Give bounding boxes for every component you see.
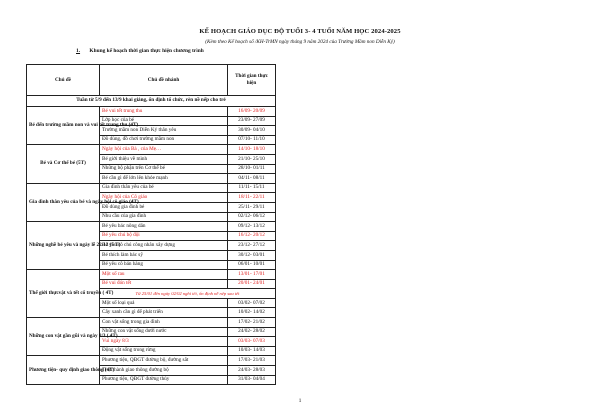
spacer [276, 308, 582, 318]
spacer [276, 145, 582, 155]
table-row [27, 308, 582, 318]
time-cell: 06/01- 10/01 [228, 260, 276, 270]
time-cell: 16/12- 20/12 [228, 231, 276, 241]
subtopic-cell: Bé thích làm bác sỹ [100, 250, 228, 260]
time-cell: 14/10- 18/10 [228, 145, 276, 155]
table-row [27, 154, 582, 164]
subtopic-cell: Bé vui đón tết [100, 279, 228, 289]
week-note: Tuần từ 5/9 đến 13/9 khai giảng, ổn định tổ chức, rèn nề nếp cho trẻ [27, 96, 276, 107]
spacer [276, 107, 582, 117]
subtopic-cell: Bé yêu cô bán hàng [100, 260, 228, 270]
document-subtitle: (Kèm theo Kế hoạch số /KH-TrMN ngày tháng 9 năm 2024 của Trường Mầm non Diễn Kỷ) [205, 39, 395, 45]
table-row [27, 174, 582, 184]
table-row [27, 126, 582, 136]
topic-cell: Thế giới thựcvật và tết cổ truyền ( 4T) [27, 270, 100, 318]
spacer [276, 327, 582, 337]
subtopic-cell: Ngày hội của Cô giáo [100, 193, 228, 203]
time-cell: 16/09- 20/09 [228, 107, 276, 117]
time-cell: 31/03- 04/04 [228, 375, 276, 385]
time-cell: 13/01- 17/01 [228, 270, 276, 280]
table-row [27, 107, 582, 117]
table-row [27, 193, 582, 203]
table-row [27, 346, 582, 356]
time-cell: 04/11- 08/11 [228, 174, 276, 184]
subtopic-cell: Gia đình thân yêu của bé [100, 183, 228, 193]
table-row [27, 135, 582, 145]
topic-cell: Phương tiện- quy định giao thông (4T) [27, 356, 100, 385]
spacer [276, 260, 582, 270]
table-row [27, 241, 582, 251]
spacer [276, 126, 582, 136]
column-header-subtopic: Chủ đề nhánh [100, 65, 228, 96]
column-header-time: Thời gian thực hiện [228, 65, 276, 96]
time-cell: 02/12- 06/12 [228, 212, 276, 222]
section-number: 1. [76, 48, 81, 54]
time-cell: 23/12- 27/12 [228, 241, 276, 251]
topic-cell: Gia đình thân yêu của bé và ngày hội cô giáo (4T) [27, 183, 100, 221]
topic-cell: Bé và Cơ thể bé (5T) [27, 145, 100, 183]
subtopic-cell: Bé giới thiệu về mình [100, 154, 228, 164]
spacer [276, 337, 582, 347]
time-cell: 21/10- 25/10 [228, 154, 276, 164]
table-row [27, 356, 582, 366]
spacer [276, 116, 582, 126]
spacer [276, 250, 582, 260]
column-header-topic: Chủ đề [27, 65, 100, 96]
table-row [27, 116, 582, 126]
time-cell: 20/01- 24/01 [228, 279, 276, 289]
spacer [276, 65, 582, 96]
schedule-table [26, 64, 582, 385]
topic-cell: Bé đến trường mầm non và vui tết trung thu (4T) [27, 107, 100, 145]
time-cell: 07/10- 11/10 [228, 135, 276, 145]
time-cell: 09/12- 13/12 [228, 222, 276, 232]
subtopic-cell: Bé yêu chú bộ đội [100, 231, 228, 241]
table-row [27, 327, 582, 337]
table-row [27, 231, 582, 241]
subtopic-cell: Những con vật sống dưới nước [100, 327, 228, 337]
document-title: KẾ HOẠCH GIÁO DỤC ĐỘ TUỔI 3- 4 TUỔI NĂM HỌC 2024-2025 [199, 28, 401, 35]
spacer [276, 135, 582, 145]
time-cell: 24/03- 28/03 [228, 366, 276, 376]
spacer [276, 298, 582, 308]
table-row [27, 337, 582, 347]
spacer [276, 174, 582, 184]
table-row [27, 145, 582, 155]
subtopic-cell: Đồ dùng gia đình bé [100, 202, 228, 212]
time-cell: 28/10- 01/11 [228, 164, 276, 174]
time-cell: 24/02- 28/02 [228, 327, 276, 337]
time-cell: 10/02- 14/02 [228, 308, 276, 318]
spacer [276, 279, 582, 289]
spacer [276, 318, 582, 328]
spacer [276, 164, 582, 174]
time-cell: 30/09- 04/10 [228, 126, 276, 136]
subtopic-cell: Lớp học của bé [100, 116, 228, 126]
table-row [27, 260, 582, 270]
spacer [276, 96, 582, 107]
table-row [27, 222, 582, 232]
spacer [276, 193, 582, 203]
table-row [27, 250, 582, 260]
time-cell: 30/12- 03/01 [228, 250, 276, 260]
spacer [276, 346, 582, 356]
table-row [27, 366, 582, 376]
subtopic-cell: Con vật sống trong gia đình [100, 318, 228, 328]
time-cell: 11/11- 15/11 [228, 183, 276, 193]
spacer [276, 241, 582, 251]
spacer [276, 222, 582, 232]
subtopic-cell: Ngày hội của Bà , của Mẹ… [100, 145, 228, 155]
spacer [276, 154, 582, 164]
page-number: 1 [298, 398, 302, 404]
topic-cell: Những nghề bé yêu và ngày lễ 22/12 (5 T) [27, 222, 100, 270]
subtopic-cell: Phương tiện, QĐGT đường thủy [100, 375, 228, 385]
time-cell: 17/02- 21/02 [228, 318, 276, 328]
subtopic-cell: Cây xanh cần gì để phát triển [100, 308, 228, 318]
time-cell: 10/03- 14/03 [228, 346, 276, 356]
spacer [276, 270, 582, 280]
subtopic-cell: Những bộ phận trên Cơ thể bé [100, 164, 228, 174]
section-heading-text: Khung kế hoạch thời gian thực hiện chương trình [89, 48, 204, 54]
subtopic-cell: Nhu cầu của gia đình [100, 212, 228, 222]
spacer [276, 231, 582, 241]
time-cell: 25/11- 29/11 [228, 202, 276, 212]
table-row [27, 375, 582, 385]
section-heading [76, 48, 204, 54]
time-cell: 03/02- 07/02 [228, 298, 276, 308]
spacer [276, 289, 582, 299]
time-cell: 17/03- 21/03 [228, 356, 276, 366]
table-row [27, 164, 582, 174]
subtopic-cell: Một số rau [100, 270, 228, 280]
subtopic-cell: Phương tiện, QĐGT đường bộ, đường sắt [100, 356, 228, 366]
subtopic-cell: Bé cần gì để lớn lên khỏe mạnh [100, 174, 228, 184]
table-row [27, 298, 582, 308]
table-row [27, 270, 582, 280]
subtopic-cell: Bé yêu cô chú công nhân xây dựng [100, 241, 228, 251]
time-cell: 23/09- 27/09 [228, 116, 276, 126]
table-row [27, 183, 582, 193]
spacer [276, 212, 582, 222]
subtopic-cell: Từ 25/01 đến ngày 02/02 nghỉ tết, ổn định nề nếp sau tết [100, 289, 276, 299]
topic-cell: Những con vật gần gũi và ngày 8/3 ( 4T) [27, 318, 100, 356]
subtopic-cell: Vui ngày 8/3 [100, 337, 228, 347]
table-row [27, 212, 582, 222]
table-row [27, 202, 582, 212]
subtopic-cell: Đồ dùng, đồ chơi trường mầm non [100, 135, 228, 145]
spacer [276, 183, 582, 193]
table-row [27, 318, 582, 328]
spacer [276, 375, 582, 385]
time-cell: 18/11- 22/11 [228, 193, 276, 203]
time-cell: 03/03- 07/03 [228, 337, 276, 347]
subtopic-cell: Bé vui tết trung thu [100, 107, 228, 117]
subtopic-cell: Thực hành giao thông đường bộ [100, 366, 228, 376]
subtopic-cell: Trường mầm non Diễn Kỷ thân yêu [100, 126, 228, 136]
spacer [276, 356, 582, 366]
subtopic-cell: Động vật sống trong rừng [100, 346, 228, 356]
table-row [27, 279, 582, 289]
subtopic-cell: Một số loại quả [100, 298, 228, 308]
spacer [276, 366, 582, 376]
subtopic-cell: Bé yêu bác nông dân [100, 222, 228, 232]
spacer [276, 202, 582, 212]
